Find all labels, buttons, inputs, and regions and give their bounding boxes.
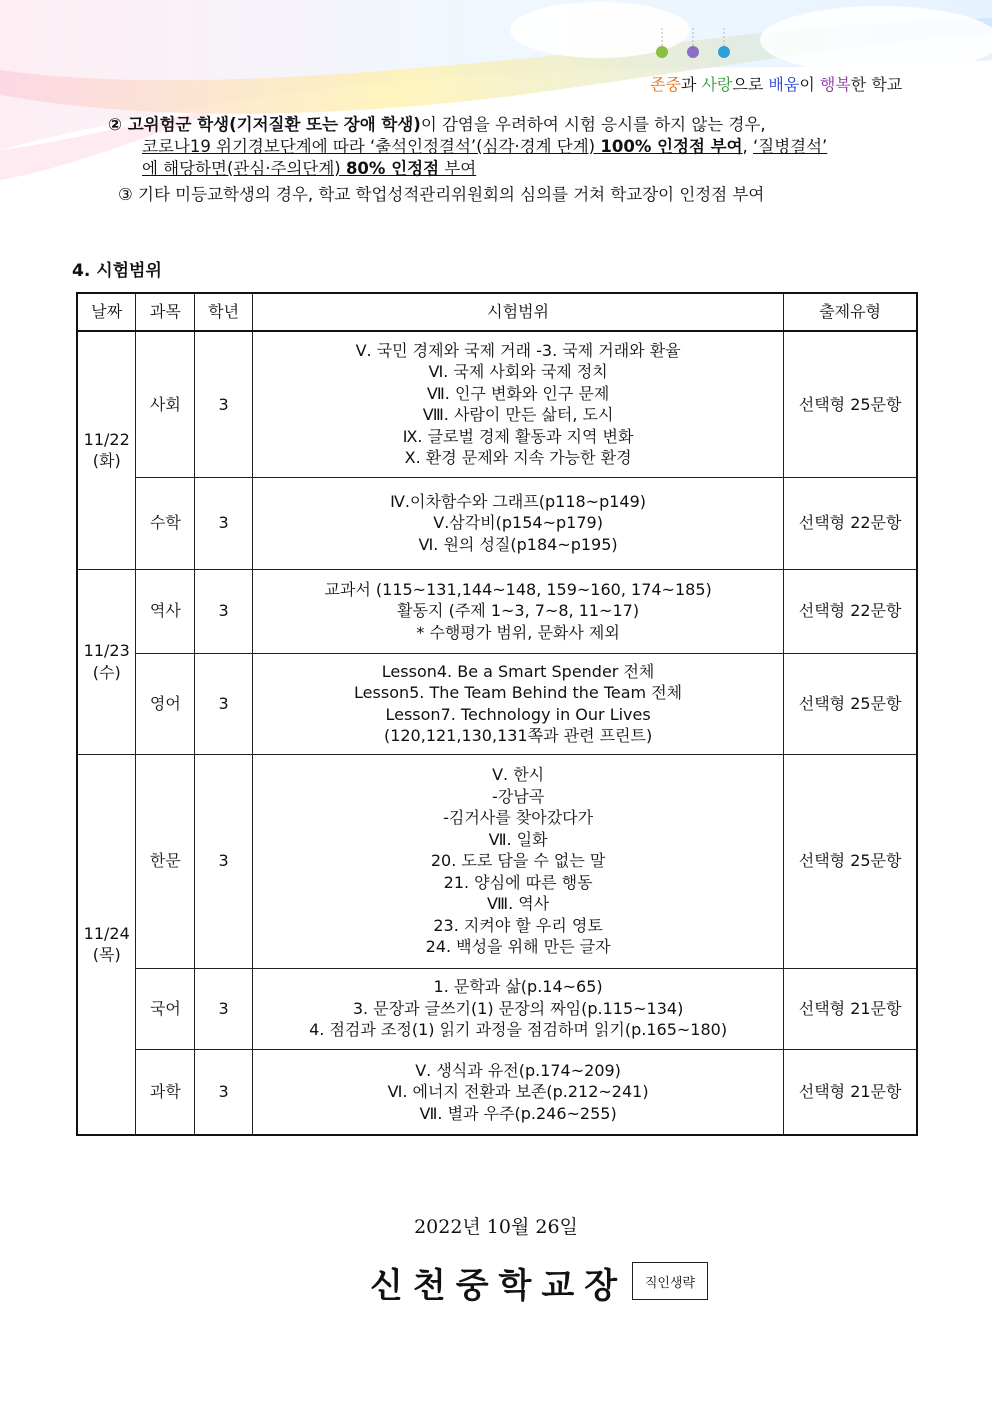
table-row xyxy=(77,968,917,1049)
grade-cell: 3 xyxy=(195,1049,253,1135)
section-title: 4. 시험범위 xyxy=(72,261,162,281)
question-type-cell: 선택형 22문항 xyxy=(784,569,917,653)
note-item-2-line2: 코로나19 위기경보단계에 따라 ‘출석인정결석’(심각·경계 단계) 100% 인정점 부여, ‘질병결석’ xyxy=(142,137,828,156)
table-header-row xyxy=(77,293,917,331)
exam-range-table xyxy=(76,292,918,1136)
range-line: Ⅶ. 인구 변화와 인구 문제 xyxy=(426,383,610,403)
decorative-dots-icon xyxy=(648,28,748,68)
question-type-cell: 선택형 25문항 xyxy=(784,653,917,754)
subject-cell: 과학 xyxy=(136,1049,195,1135)
grade-cell: 3 xyxy=(195,968,253,1049)
table-row xyxy=(77,653,917,754)
exam-day: (수) xyxy=(92,662,121,682)
table-row xyxy=(77,569,917,653)
motto-segment: 존중 xyxy=(650,75,681,94)
document-date: 2022년 10월 26일 xyxy=(414,1216,578,1238)
range-line: Ⅴ. 생식과 유전(p.174~209) xyxy=(415,1060,621,1080)
range-line: Ⅶ. 별과 우주(p.246~255) xyxy=(419,1103,617,1123)
range-line: 21. 양심에 따른 행동 xyxy=(443,872,593,892)
range-line: Ⅴ. 국민 경제와 국제 거래 -3. 국제 거래와 환율 xyxy=(355,340,681,360)
subject-cell: 영어 xyxy=(136,653,195,754)
header-type: 출제유형 xyxy=(784,293,917,331)
grade-cell: 3 xyxy=(195,653,253,754)
grade-cell: 3 xyxy=(195,569,253,653)
range-cell xyxy=(252,1049,783,1135)
range-line: Ⅶ. 일화 xyxy=(488,829,548,849)
header-range: 시험범위 xyxy=(252,293,783,331)
attendance-notes xyxy=(108,114,928,206)
range-line: 1. 문학과 삶(p.14~65) xyxy=(433,977,603,997)
motto-segment: 사랑 xyxy=(701,75,733,94)
table-row xyxy=(77,1049,917,1135)
table-row xyxy=(77,754,917,968)
range-line: Ⅴ. 한시 xyxy=(492,765,545,785)
question-type-cell: 선택형 22문항 xyxy=(784,477,917,569)
range-cell xyxy=(252,968,783,1049)
subject-cell: 한문 xyxy=(136,754,195,968)
range-line: Ⅵ. 국제 사회와 국제 정치 xyxy=(428,362,608,382)
table-row xyxy=(77,477,917,569)
exam-day: (화) xyxy=(92,451,121,471)
grade-cell: 3 xyxy=(195,477,253,569)
seal-omitted-stamp: 직인생략 xyxy=(632,1262,708,1300)
motto-segment: 행복 xyxy=(819,75,851,94)
range-cell xyxy=(252,653,783,754)
range-line: 교과서 (115~131,144~148, 159~160, 174~185) xyxy=(324,579,712,599)
range-line: Ⅵ. 에너지 전환과 보존(p.212~241) xyxy=(387,1082,649,1101)
range-line: Ⅴ.삼각비(p154~p179) xyxy=(433,513,603,533)
range-line: Ⅸ. 글로벌 경제 활동과 지역 변화 xyxy=(402,426,634,446)
range-line: 3. 문장과 글쓰기(1) 문장의 짜임(p.115~134) xyxy=(352,998,684,1018)
subject-cell: 국어 xyxy=(136,968,195,1049)
range-cell xyxy=(252,477,783,569)
range-line: Lesson4. Be a Smart Spender 전체 xyxy=(381,661,655,681)
motto-segment: 으로 xyxy=(732,75,769,94)
range-line: Ⅵ. 원의 성질(p184~p195) xyxy=(418,534,618,554)
exam-date-cell xyxy=(77,331,136,569)
question-type-cell: 선택형 21문항 xyxy=(784,968,917,1049)
range-line: -김거사를 찾아갔다가 xyxy=(443,808,594,828)
range-line: 23. 지켜야 할 우리 영토 xyxy=(433,915,603,935)
range-line: 4. 점검과 조정(1) 읽기 과정을 점검하며 읽기(p.165~180) xyxy=(309,1020,728,1040)
exam-date: 11/22 xyxy=(83,429,130,449)
range-cell xyxy=(252,331,783,477)
range-line: * 수행평가 범위, 문화사 제외 xyxy=(416,622,620,642)
range-line: Lesson5. The Team Behind the Team 전체 xyxy=(354,683,683,702)
range-cell xyxy=(252,754,783,968)
range-cell xyxy=(252,569,783,653)
exam-day: (목) xyxy=(92,945,121,965)
note-item-2-line1: ② 고위험군 학생(기저질환 또는 장애 학생)이 감염을 우려하여 시험 응시를 하지 않는 경우, xyxy=(108,115,766,134)
exam-date: 11/23 xyxy=(83,641,130,660)
grade-cell: 3 xyxy=(195,331,253,477)
motto-segment: 과 xyxy=(680,75,702,94)
subject-cell: 수학 xyxy=(136,477,195,569)
range-line: 활동지 (주제 1~3, 7~8, 11~17) xyxy=(397,601,640,621)
range-line: Ⅷ. 사람이 만든 삶터, 도시 xyxy=(422,405,614,425)
header-date: 날짜 xyxy=(77,293,136,331)
principal-signature: 신천중학교장 xyxy=(370,1266,628,1306)
range-line: Ⅷ. 역사 xyxy=(487,894,550,914)
range-line: 20. 도로 담을 수 없는 말 xyxy=(430,851,606,871)
motto-segment: 배움 xyxy=(768,75,800,94)
subject-cell: 역사 xyxy=(136,569,195,653)
table-row xyxy=(77,331,917,477)
range-line: (120,121,130,131쪽과 관련 프린트) xyxy=(383,726,653,745)
school-motto xyxy=(650,72,902,95)
motto-segment: 한 학교 xyxy=(850,75,903,94)
subject-cell: 사회 xyxy=(136,331,195,477)
note-item-2-line3: 에 해당하면(관심·주의단계) 80% 인정점 부여 xyxy=(142,159,477,178)
grade-cell: 3 xyxy=(195,754,253,968)
motto-segment: 이 xyxy=(799,75,820,94)
header-subject: 과목 xyxy=(136,293,195,331)
exam-date-cell xyxy=(77,754,136,1135)
range-line: -강남곡 xyxy=(492,786,545,806)
question-type-cell: 선택형 21문항 xyxy=(784,1049,917,1135)
exam-date-cell xyxy=(77,569,136,754)
range-line: 24. 백성을 위해 만든 글자 xyxy=(425,937,611,957)
range-line: Ⅹ. 환경 문제와 지속 가능한 환경 xyxy=(404,448,632,468)
header-grade: 학년 xyxy=(195,293,253,331)
range-line: Ⅳ.이차함수와 그래프(p118~p149) xyxy=(390,491,647,511)
exam-date: 11/24 xyxy=(83,923,130,943)
range-line: Lesson7. Technology in Our Lives xyxy=(385,704,651,724)
question-type-cell: 선택형 25문항 xyxy=(784,331,917,477)
question-type-cell: 선택형 25문항 xyxy=(784,754,917,968)
note-item-3: ③ 기타 미등교학생의 경우, 학교 학업성적관리위원회의 심의를 거쳐 학교장이 인정점 부여 xyxy=(118,185,765,204)
